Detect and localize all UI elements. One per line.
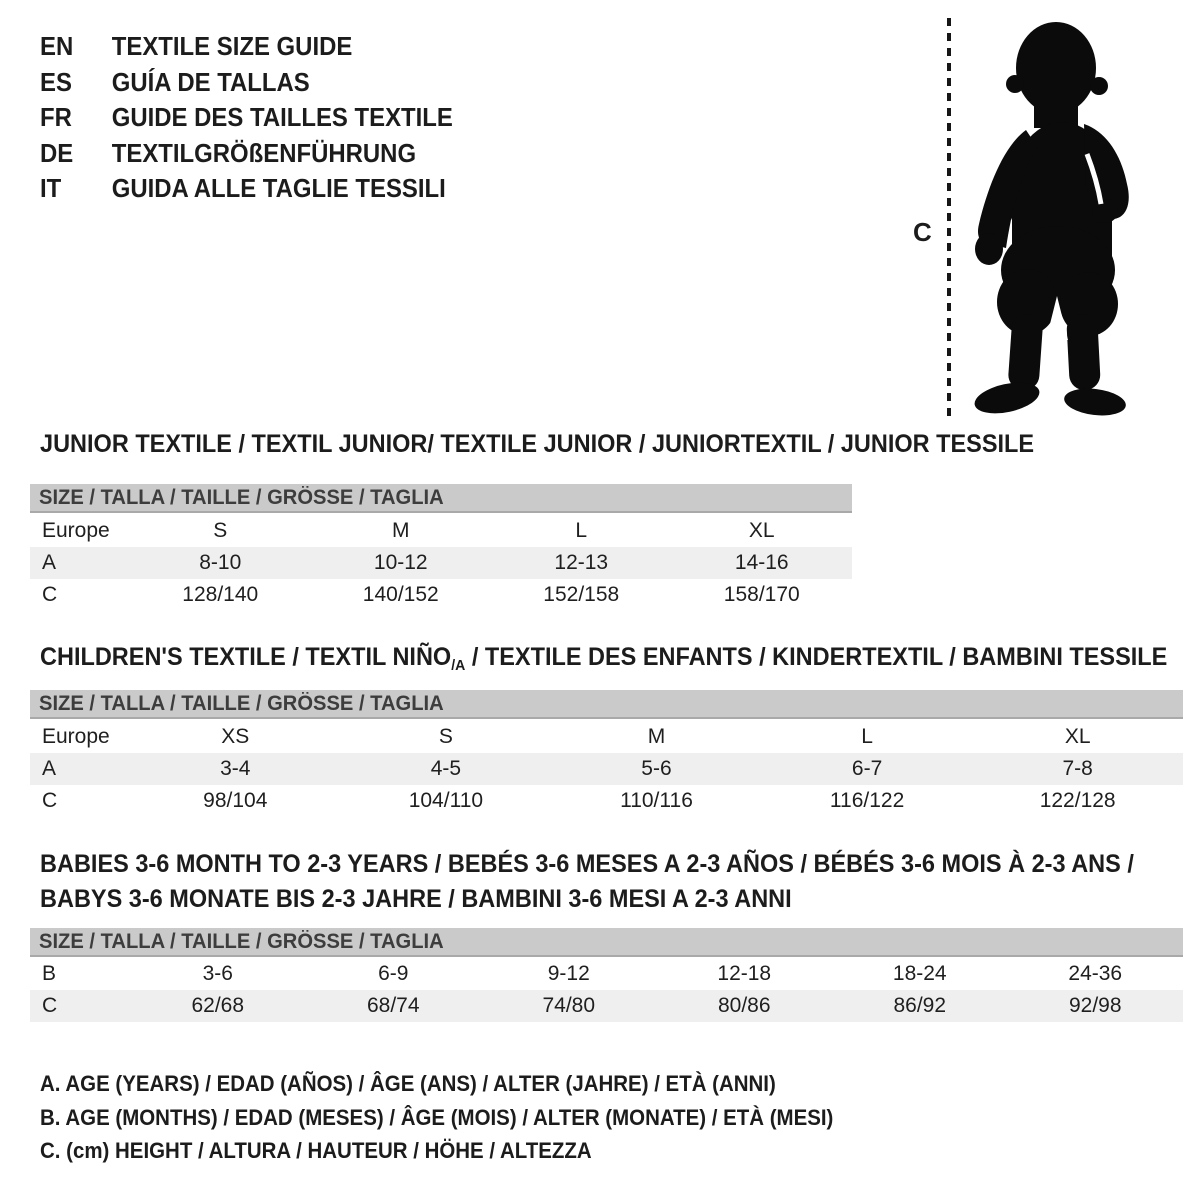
size-cell: S [213, 519, 228, 542]
row-label: Europe [42, 725, 110, 748]
baby-silhouette-image [966, 18, 1141, 420]
height-cell: 62/68 [191, 994, 245, 1017]
language-title: GUIDE DES TAILLES TEXTILE [111, 102, 453, 133]
language-code: ES [40, 66, 72, 97]
table-row-europe [30, 515, 852, 547]
height-cell: 92/98 [1068, 994, 1122, 1017]
height-cell: 122/128 [1039, 789, 1116, 812]
height-cell: 68/74 [366, 994, 420, 1017]
age-cell: 10-12 [373, 551, 428, 574]
months-cell: 3-6 [202, 962, 233, 985]
junior-size-header-label: SIZE / TALLA / TAILLE / GRÖSSE / TAGLIA [39, 486, 444, 509]
legend-line-age-years: A. AGE (YEARS) / EDAD (AÑOS) / ÂGE (ANS) / ALTER (JAHRE) / ETÀ (ANNI) [40, 1071, 776, 1096]
age-cell: 12-13 [554, 551, 609, 574]
table-row-age [30, 753, 1183, 785]
size-cell: XS [221, 725, 250, 748]
size-cell: S [438, 725, 453, 748]
height-cell: 152/158 [543, 583, 620, 606]
age-cell: 3-4 [220, 757, 251, 780]
height-dashed-line [947, 18, 951, 416]
babies-section-title-line2: BABYS 3-6 MONATE BIS 2-3 JAHRE / BAMBINI 3-6 MESI A 2-3 ANNI [40, 885, 792, 913]
babies-size-header-bar [30, 928, 1183, 957]
babies-size-header-label: SIZE / TALLA / TAILLE / GRÖSSE / TAGLIA [39, 930, 444, 953]
row-label: C [42, 789, 58, 812]
row-label: Europe [42, 519, 110, 542]
language-code: IT [40, 173, 62, 204]
size-cell: L [575, 519, 588, 542]
babies-section-title-line1: BABIES 3-6 MONTH TO 2-3 YEARS / BEBÉS 3-6 MESES A 2-3 AÑOS / BÉBÉS 3-6 MOIS À 2-3 ANS / [40, 850, 1134, 878]
age-cell: 4-5 [430, 757, 462, 780]
babies-size-table [30, 958, 1183, 1022]
months-cell: 24-36 [1068, 962, 1123, 985]
children-size-table [30, 721, 1183, 817]
size-cell: L [861, 725, 873, 748]
months-cell: 6-9 [378, 962, 409, 985]
size-cell: XL [1064, 725, 1091, 748]
height-cell: 74/80 [542, 994, 596, 1017]
language-title-block [40, 29, 489, 207]
language-code: FR [40, 102, 72, 133]
age-cell: 14-16 [734, 551, 789, 574]
months-cell: 9-12 [547, 962, 590, 985]
children-size-header-bar [30, 690, 1183, 719]
row-label: A [42, 757, 57, 780]
row-label: B [42, 962, 57, 985]
junior-size-table [30, 515, 852, 611]
height-label-c: C [913, 217, 932, 247]
language-title: TEXTILE SIZE GUIDE [111, 31, 353, 62]
table-row-europe [30, 721, 1183, 753]
junior-size-header-bar [30, 484, 852, 513]
months-cell: 18-24 [892, 962, 947, 985]
language-title: GUÍA DE TALLAS [111, 66, 310, 97]
children-title-part2: / TEXTILE DES ENFANTS / KINDERTEXTIL / BAMBINI TESSILE [465, 643, 1168, 671]
junior-section-title: JUNIOR TEXTILE / TEXTIL JUNIOR/ TEXTILE JUNIOR / JUNIORTEXTIL / JUNIOR TESSILE [40, 430, 1035, 458]
height-cell: 110/116 [620, 789, 693, 812]
children-title-part1: CHILDREN'S TEXTILE / TEXTIL NIÑO [40, 643, 452, 671]
row-label: C [42, 583, 58, 606]
size-cell: M [392, 519, 410, 542]
table-row-age [30, 547, 852, 579]
row-label: C [42, 994, 58, 1017]
legend-line-age-months: B. AGE (MONTHS) / EDAD (MESES) / ÂGE (MOIS) / ALTER (MONATE) / ETÀ (MESI) [40, 1105, 834, 1130]
size-cell: XL [748, 519, 775, 542]
language-title: GUIDA ALLE TAGLIE TESSILI [111, 173, 446, 204]
children-title-subscript: /A [451, 657, 466, 674]
children-section-title [40, 643, 1167, 672]
height-cell: 128/140 [182, 583, 259, 606]
age-cell: 8-10 [199, 551, 242, 574]
height-cell: 140/152 [362, 583, 439, 606]
language-title: TEXTILGRÖßENFÜHRUNG [111, 137, 417, 168]
age-cell: 7-8 [1062, 757, 1093, 780]
height-cell: 158/170 [723, 583, 800, 606]
table-row-height [30, 579, 852, 611]
table-row-height [30, 990, 1183, 1022]
table-row-height [30, 785, 1183, 817]
children-size-header-label: SIZE / TALLA / TAILLE / GRÖSSE / TAGLIA [39, 692, 444, 715]
age-cell: 6-7 [851, 757, 883, 780]
height-cell: 86/92 [893, 994, 947, 1017]
language-row [40, 171, 453, 207]
language-row [40, 65, 453, 101]
language-code: DE [40, 137, 74, 168]
language-row [40, 136, 453, 172]
size-cell: M [647, 725, 666, 748]
legend-line-height: C. (cm) HEIGHT / ALTURA / HAUTEUR / HÖHE / ALTEZZA [40, 1138, 592, 1163]
height-cell: 98/104 [203, 789, 268, 812]
row-label: A [42, 551, 57, 574]
language-row [40, 100, 453, 136]
height-cell: 80/86 [717, 994, 771, 1017]
language-row [40, 29, 453, 65]
months-cell: 12-18 [717, 962, 772, 985]
age-cell: 5-6 [641, 757, 672, 780]
language-code: EN [40, 31, 74, 62]
table-row-months [30, 958, 1183, 990]
height-cell: 104/110 [408, 789, 484, 812]
height-cell: 116/122 [829, 789, 905, 812]
